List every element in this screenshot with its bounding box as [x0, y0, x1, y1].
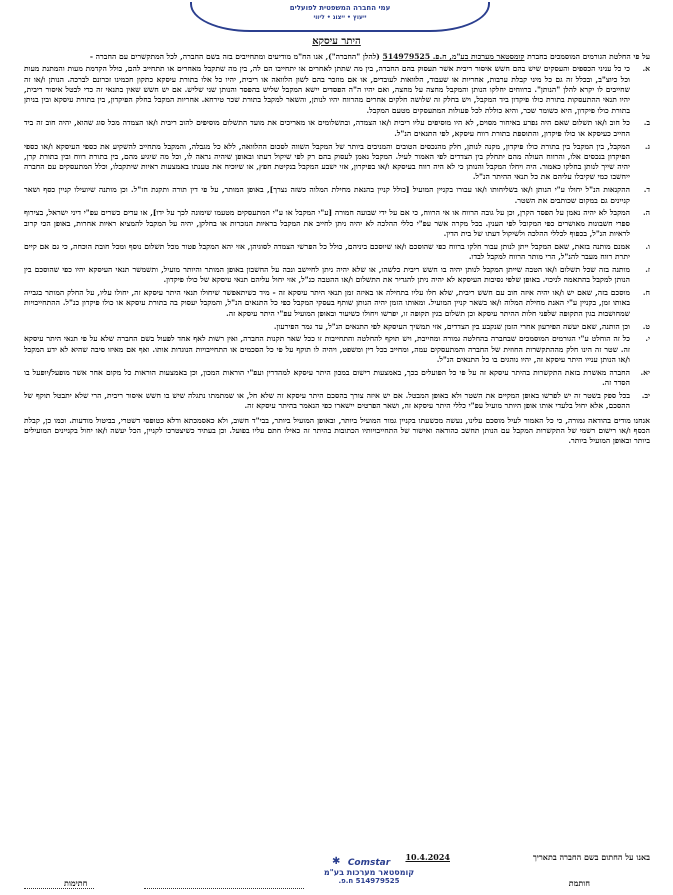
clause-c: [24, 142, 650, 183]
clause-number: ו.: [645, 241, 650, 251]
clause-l: [24, 391, 650, 412]
clause-text: כל זה הוחלט ע"י הגורמים המוסמכים שבחברה בהחלטה גמורה ומחייבת, ויש תוקף להחלטה והתחייבות זו ככל שאר תקנות החברה, ואין רשות לאף אחד לפעול בשם החברה שלא על פי תנאי היתר עיסקא זה. שטר זה הינו חלק מההתקשרות החוזית של החברה והמתעסקים עמה, ומחייב בכל דין ומשפט, ויהיה לו תוקף על פי כל הסכמים או התחייבויות הנוגדות אותו. ואף אם מאיזו סיבה שהיא לא ידע המקבל ו/או הנותן ענייו היתר עיסקא זה, יהיו נוהגים בו כל התנאים הנ"ל.: [24, 334, 630, 364]
clause-number: א.: [642, 64, 650, 74]
clause-text: מוסכם בזה, שאם יש ו/או יהיה איזה חוב עם חשש ריבית, שלא חלו עליו בתחילה או באיזה זמן תנאי היתר עיסקא זה - מיד כשיתאפשר שיחולו תנאי היתר עיסקא זה, יחולו עליו, על החלק המותר בגבייה באותו זמן, בקניין ע"י האנת מחילת המלוה ו/או בשאר קניין המועיל. ומאותו הזמן יהיה הנותן שותף בעסקי המקבל כפי כל התנאים הנ"ל, והמקבל יעסוק בה בתורת עיסקא או כולו פיקדון כנ"ל. ההתחייבויות שמחושבות בגין התקופה שלפני חלות ההיתר עיסקא וכן תשלום בגין תקופה זו, יפרשו ויחולו כשיעור ובאופן המועיל עפ"י היתר עיסקא זה.: [24, 288, 630, 318]
clause-text: בכל ספק בשטר זה יש לפרשו באופן המקיים את השטר ולא באופן המבטל. אם יש איזה צורך בהסכם היתר עיסקא זה שלא חל, או שמתמתו נתגלה שיש בו חשש איסור ריבית, הרי שלא יתבטל תוקף של ההסכם, אלא יחול בלעדי אותו אופן היותר מועיל עפ"י כללי היתר עיסקא זה, ושאר הפרטים יישארו כפי הנאמר בהיתר עיסקא זה.: [24, 390, 630, 411]
clause-number: ב.: [643, 118, 650, 128]
intro-paragraph: [24, 52, 650, 62]
clause-text: וכן הותנה, שאם יעשה הפירעון אחרי הזמן שנקבע בין הצדדים, אזי תמשיך העיסקא לפי התנאים הנ"ל, עד גמר הפירעון.: [273, 321, 630, 331]
clause-g: [24, 265, 650, 286]
letterhead-logo: [190, 2, 490, 32]
stamp-hebrew: קומסטאר מערכות בע"מ: [323, 868, 415, 877]
clause-j: [24, 334, 650, 365]
stamp-number: 514979525 ח.פ.: [338, 877, 400, 885]
stamp-label: חותמת: [568, 878, 590, 888]
signatures-line: [24, 888, 94, 889]
clause-text: החברה מאשרת בזאת התקשרות בהיתר עיסקא זה על פי כל הפועלים בכך, באמצעות רישום במכון היתר עיסקא למהדרין ועפ"י הוראות המכון, וכן באמצעות הוראות כל מקום אחר אשר מופעל/יופעל בו הסדר זה.: [24, 367, 630, 388]
signature-date: 10.4.2024: [405, 852, 450, 862]
clause-text: המקבל לא יהיה נאמן על הפסד הקרן, וכן על גובה הרווח או אי הרווח, כי אם על ידי שבועה חמורה [ע"י המקבל או ע"י המתעסקים מטעמו שימונה לכך על ידו], או עדים כשרים עפ"י דיני ישראל, בצירוף ספרי חשבונות מאושרים כפי המקובל לפי הענין. בכל מקרה אשר עפ"י כללי ההלכה לא יהיה ניתן לחייב את המקבל בראיות הנזכרות או בחלקן, יהיה על המקבל להמציא ראיות אחרות, באופן הכי קרוב לראיות הנ"ל, בכפוף לכללי ההלכה ולשיקול דעתו של בית הדין.: [24, 208, 630, 238]
clause-a: [24, 64, 650, 116]
closing-paragraph: אנחנו מודים בהודאה גמורה, כי כל האמור לעיל מוסכם עלינו, נעשה מכשעתו בקניין גמור המועיל ביותר, ובאופן המועיל ביותר, בבי"ד חשוב, ולא כאסמכתא ודלא כטופסי דשטרי, בביטול מודעות. וכמו כן, קבלת הכסף ו/או רישום רשמי של התקשרות המקבל עם הנותן תחשב כהודאה ואישור של התחייבויותיו הכתובות בהיתר זה כאילו חתם עליו בפועל. וכן בעתיד כשיצטרכו לקניין, הכל יעשה ו/או יחול בקניינים המועילים ביותר ובאופן המועיל ביותר.: [24, 415, 650, 446]
letterhead-line-2: ייעוץ • ייצוג • ליווי: [313, 14, 367, 21]
clause-number: יב.: [641, 390, 650, 400]
clause-number: י.: [645, 334, 650, 344]
star-icon: ✱: [332, 856, 341, 867]
clause-e: [24, 208, 650, 239]
intro-pre: על פי החלטת הגורמים המוסמכים בחברת: [524, 52, 650, 61]
clause-text: כל חוב ו/או תשלום שאם היה נפרע באיחור מסוים, לא היו מוסיפים עליו ריבית ו/או הצמדה, ובתשלומים או מאריכים את מועד התשלום מוסיפים להוב ריבית ו/או הצמדה מכל סוג שהוא, יהיה חוב זה ביד החייב כעיסקא או כולו פיקדון, והתוספת בתורת רווח עיסקא, לפי התנאים הנ"ל.: [24, 118, 630, 138]
clause-number: ז.: [645, 264, 650, 274]
clause-text: המקבל, בין המקבל בין בתורת כולו פיקדון, מקנה לנותן, חלק מהנכסים הטובים והמניבים ביותר של המקבל השווה לסכום ההלוואה, ללא כל מגבלה, והמקבל מתחייב להשקיע את כספי העיסקא ו/או כספי הפיקדון בנכסים אלו, והרווח העולה מהם יתחלק בין הצדדים לפי האמור לעיל. המקבל נאמן לעסוק בהם רק לפי שיקול דעתו ובאופן שיהיה נראה לו, וכל מה שיגיע מהם, בין בתורת רווח ובין בתורת קרן, יהיה שייך לנותן בחלקו כאמור. היה ויחלו המקבל והנותן כי לא היה רווח בעיסקא ו/או בפיקדון, אזי ישבע המקבל בנקיטת חפץ, או שיוכיח את טענתו באמצעות ראיות שיתקבלו, וכלל המתעסקים עם החברה ייחשבו כמי שקיבלו עליהם את כל תנאי ההיתר הנ"ל.: [24, 141, 630, 182]
document-title: היתר עיסקא: [312, 36, 361, 47]
clause-f: [24, 242, 650, 263]
clause-k: [24, 368, 650, 389]
signature-block: [24, 852, 650, 892]
clause-text: מותנה בזה שכל תשלום ו/או הטבה שייתן המקבל לנותן יהיה בו חשש ריבית כלשהו, או שלא יהיה ניתן לחיישב ונכה על החשבון באופן המותר והיותר מועיל, ותשמשר תנאי העיסקא יהיו כפי שהוסכם בין הנותן למקבל בהתאמה לניכוי. באופן שלפי נסיבות העיסקא לא יהיה ניתן להגדיר את התשלום ו/או ההטבה כנ"ל, אזי יחול עליהם תנאי עיסקא של כולו פיקדון.: [24, 264, 630, 285]
clause-number: ה.: [642, 208, 650, 218]
clause-text: אמנם מותנה בזאת, שאם המקבל ייתן לנותן עבור חלקו ברווח כפי שהוסכם ו/או שיוסכם ביניהם, כולל כל הפרשי הצמדה לסוגיהן, אזי יהא המקבל פטור מכל תשלום נוסף ומכל חובת הוכחה, כי גם אם קיים יתרת רווח מעבר להנ"ל, הרי מותר הרווח למקבל לבדו.: [24, 241, 630, 262]
clause-text: כי כל עניני הכספים והעסקים שיש בהם חשש איסור ריבית אשר תעסוק בהם החברה, בין מה שתתן לאחרים או יתחייבו הם לה, בין מה שתקבל מאחרים או תתחייב להם, כולל הקדמת מעות והמתנת מעות וכל כיוצ"ב, ובכלל זה גם כל מיני קבלת ערבות, אחריות או שעבוד, הלוואות לעובדים, או אם מוזכר בהם לשון הלוואה או ריבית, יהיו כל אלו בתורת עיסקא כתקון חכמינו זכרונם לברכה. הנותן ו/או זה שחייבים לו יקרא להלן "הנותן". ברווחים יחלקו הנותן והמקבל מחצה על מחצה, ואם יהיו ה"ה הפסדים יישא המקבל שליש בהפסד והנותן שני שליש. אם יש חשש שאין בתנאי זה כדי לבטל איסור ריבית, יהיו תנאי ההתעסקות בתורת כולו פיקדון ביד המקבל, ויש בחלק זה שלושה חלקים אחרים מהרווח יהיו לנותן, והשאר למקבל בתורת שכר טירחא. אחריות המקבל בחלק הפיקדון, בין בתורת עיסקא ובין בניתן בתורת כולו פיקדון, היא כשומר שכר, והיא כוללת לכל פעולות המתעסקים מטעם המקבל.: [24, 64, 630, 115]
letterhead-line-1: עמי החברה המשפטית לפועלים: [289, 4, 391, 12]
clause-number: ד.: [643, 185, 650, 195]
stamp-line: [144, 888, 304, 889]
signatures-label: חתימות: [64, 878, 88, 888]
document-body: [24, 52, 650, 454]
signature-intro: באנו על החתום בשם החברה בתאריך: [532, 852, 650, 862]
intro-company: קומסטאר מערכות בע"מ, ח.פ. 514979525: [382, 52, 525, 61]
clause-i: [24, 322, 650, 332]
clause-text: ההקנאות הנ"ל יחולו ע"י הנותן ו/או בשליחותו ו/או עבורו בקניין המועיל [כולל קניין בהנאת מחילת המלוה כשזה נצרך], באופן המותר, על פי דין תורה ותקנת חז"ל. וכן מותנה שיועילו קניין כסף ושאר קניינים גם במקום שכותבים את השטר.: [24, 185, 630, 205]
clause-number: ג.: [644, 141, 650, 151]
clause-d: [24, 185, 650, 206]
clause-number: ט.: [642, 321, 650, 331]
company-stamp: [304, 858, 434, 888]
clause-h: [24, 288, 650, 319]
stamp-name: Comstar: [347, 858, 391, 868]
clause-number: ח.: [642, 288, 650, 298]
clause-number: יא.: [640, 367, 650, 377]
clause-b: [24, 118, 650, 139]
intro-post: (להלן "החברה"), אנו הח"מ מודיעים ומתחייבים בזה בשם החברה, לכל המתקשרים עם החברה -: [89, 52, 383, 61]
